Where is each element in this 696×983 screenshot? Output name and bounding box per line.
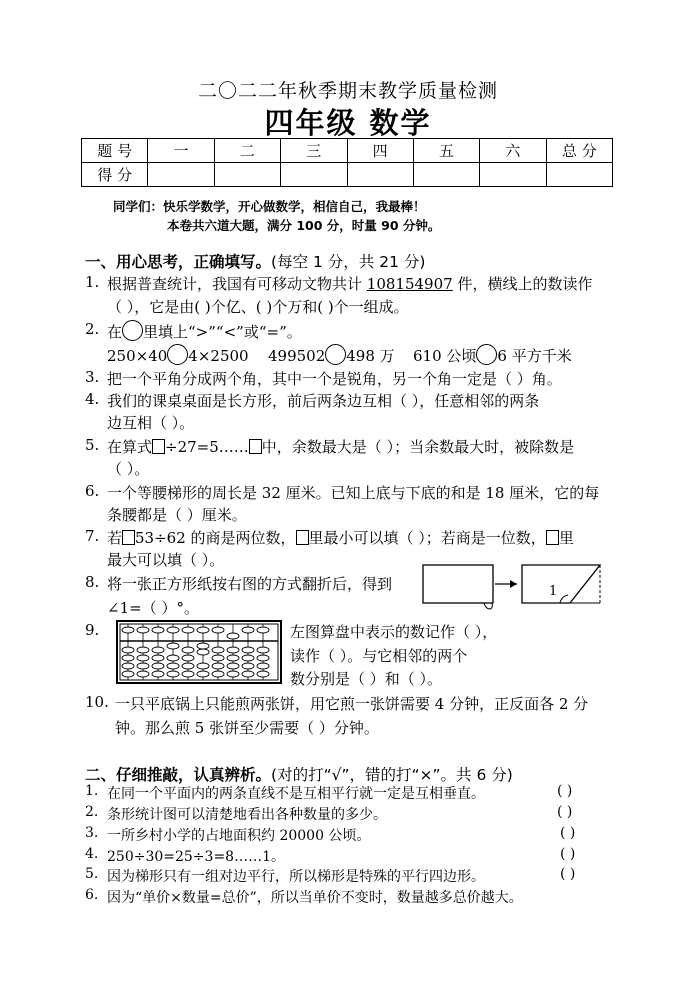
judge-item-number: 5. bbox=[85, 866, 99, 882]
q3-text[interactable]: 把一个平角分成两个角，其中一个是锐角，另一个角一定是（ ）角。 bbox=[107, 370, 562, 388]
judge-answer-box[interactable]: ( ) bbox=[560, 866, 576, 882]
q2-compare-2[interactable]: 499502 498 万 bbox=[268, 344, 395, 366]
abacus-image bbox=[116, 620, 282, 684]
angle-label: 1 bbox=[549, 584, 558, 599]
q9-number: 9. bbox=[85, 621, 100, 639]
judge-item-text: 一所乡村小学的占地面积约 20000 公顷。 bbox=[107, 828, 371, 844]
q7-number: 7. bbox=[85, 527, 100, 545]
q4-number: 4. bbox=[85, 390, 100, 408]
q2-number: 2. bbox=[85, 320, 100, 338]
exam-subtitle: 四年级 数学 bbox=[264, 106, 432, 140]
judge-item-text: 因为梯形只有一组对边平行，所以梯形是特殊的平行四边形。 bbox=[107, 869, 485, 885]
circle-icon bbox=[122, 320, 143, 341]
score-table-score-row bbox=[82, 163, 613, 187]
q1-underlined-number: 108154907 bbox=[366, 275, 453, 293]
judge-answer-box[interactable]: ( ) bbox=[560, 825, 576, 841]
score-cell: 三 bbox=[281, 139, 347, 163]
judge-answer-box[interactable]: ( ) bbox=[557, 783, 573, 799]
judge-item-text: 因为“单价×数量=总价”，所以当单价不变时，数量越多总价越大。 bbox=[107, 890, 523, 906]
judge-answer-box[interactable]: ( ) bbox=[560, 846, 576, 862]
square-box-icon bbox=[546, 530, 559, 545]
judge-item-number: 4. bbox=[85, 846, 99, 862]
judge-item-text: 条形统计图可以清楚地看出各种数量的多少。 bbox=[107, 807, 387, 823]
score-input-cell[interactable] bbox=[148, 163, 214, 187]
score-cell: 二 bbox=[214, 139, 280, 163]
q5-number: 5. bbox=[85, 436, 100, 454]
score-table bbox=[81, 138, 613, 187]
score-cell: 题 号 bbox=[82, 139, 148, 163]
q8-text-line2[interactable]: ∠1=（ ）°。 bbox=[107, 599, 199, 617]
circle-icon bbox=[325, 344, 346, 365]
q2-compare-1[interactable]: 250×40 4×2500 bbox=[107, 344, 249, 365]
score-cell: 总 分 bbox=[546, 139, 612, 163]
q4-text[interactable]: 我们的课桌桌面是长方形，前后两条边互相（ ），任意相邻的两条 bbox=[107, 392, 540, 410]
q10-text: 一只平底锅上只能煎两张饼，用它煎一张饼需要 4 分钟，正反面各 2 分 bbox=[115, 695, 589, 713]
q1-text: 根据普查统计，我国有可移动文物共计 108154907 件，横线上的数读作 bbox=[107, 275, 593, 293]
score-cell: 五 bbox=[413, 139, 479, 163]
score-cell: 一 bbox=[148, 139, 214, 163]
exam-info-note: 本卷共六道大题，满分 100 分，时量 90 分钟。 bbox=[167, 218, 441, 233]
score-input-cell[interactable] bbox=[413, 163, 479, 187]
q5-text-line2[interactable]: （ ）。 bbox=[107, 460, 150, 478]
score-cell: 四 bbox=[347, 139, 413, 163]
judge-item-number: 2. bbox=[85, 804, 99, 820]
score-input-cell[interactable] bbox=[214, 163, 280, 187]
judge-answer-box[interactable]: ( ) bbox=[557, 804, 573, 820]
section2-heading: 二、仔细推敲，认真辨析。(对的打“√”，错的打“×”。共 6 分) bbox=[85, 766, 513, 784]
q10-number: 10. bbox=[85, 693, 109, 711]
q8-text: 将一张正方形纸按右图的方式翻折后，得到 bbox=[107, 575, 393, 593]
q9-text[interactable]: 左图算盘中表示的数记作（ ）， bbox=[290, 623, 498, 641]
encouragement-note: 同学们：快乐学数学，开心做数学，相信自己，我最棒！ bbox=[113, 199, 426, 214]
q7-text[interactable]: 若 53÷62 的商是两位数， 里最小可以填（ ）；若商是一位数， 里 bbox=[107, 529, 574, 547]
score-input-cell[interactable] bbox=[281, 163, 347, 187]
score-cell: 六 bbox=[480, 139, 546, 163]
q2-compare-3[interactable]: 610 公顷 6 平方千米 bbox=[413, 344, 572, 366]
score-table-header-row bbox=[82, 139, 613, 163]
q7-text-line2[interactable]: 最大可以填（ ）。 bbox=[107, 551, 225, 569]
q6-text: 一个等腰梯形的周长是 32 厘米。已知上底与下底的和是 18 厘米，它的每 bbox=[107, 484, 600, 502]
q1-number: 1. bbox=[85, 273, 100, 291]
judge-item-number: 6. bbox=[85, 887, 99, 903]
circle-icon bbox=[476, 344, 497, 365]
q1-text-line2[interactable]: （ ），它是由( )个亿、( )个万和( )个一组成。 bbox=[107, 298, 409, 316]
q3-number: 3. bbox=[85, 368, 100, 386]
q6-number: 6. bbox=[85, 482, 100, 500]
judge-item-text: 250÷30=25÷3=8……1。 bbox=[107, 849, 285, 865]
q8-number: 8. bbox=[85, 573, 100, 591]
exam-title: 二〇二二年秋季期末教学质量检测 bbox=[197, 80, 498, 102]
q5-text[interactable]: 在算式 ÷27=5…… 中，余数最大是（ ）；当余数最大时，被除数是 bbox=[107, 438, 575, 456]
judge-item-text: 在同一个平面内的两条直线不是互相平行就一定是互相垂直。 bbox=[107, 786, 485, 802]
q2-text: 在 里填上“>”“<”或“=”。 bbox=[107, 320, 302, 342]
square-box-icon bbox=[296, 530, 309, 545]
q6-text-line2[interactable]: 条腰都是（ ）厘米。 bbox=[107, 506, 247, 524]
q9-text-line3[interactable]: 数分别是（ ）和（ ）。 bbox=[290, 670, 443, 688]
judge-item-number: 3. bbox=[85, 825, 99, 841]
score-cell: 得 分 bbox=[82, 163, 148, 187]
score-input-cell[interactable] bbox=[480, 163, 546, 187]
paper-fold-figure bbox=[420, 562, 616, 614]
q4-text-line2[interactable]: 边互相（ ）。 bbox=[107, 414, 195, 432]
score-input-cell[interactable] bbox=[347, 163, 413, 187]
circle-icon bbox=[167, 344, 188, 365]
q10-text-line2[interactable]: 钟。那么煎 5 张饼至少需要（ ）分钟。 bbox=[115, 719, 379, 737]
square-box-icon bbox=[152, 439, 165, 454]
square-box-icon bbox=[249, 439, 262, 454]
square-box-icon bbox=[122, 530, 135, 545]
score-input-cell[interactable] bbox=[546, 163, 612, 187]
judge-item-number: 1. bbox=[85, 783, 99, 799]
q9-text-line2[interactable]: 读作（ ）。与它相邻的两个 bbox=[290, 647, 468, 665]
section1-heading: 一、用心思考，正确填写。(每空 1 分，共 21 分) bbox=[85, 253, 426, 271]
